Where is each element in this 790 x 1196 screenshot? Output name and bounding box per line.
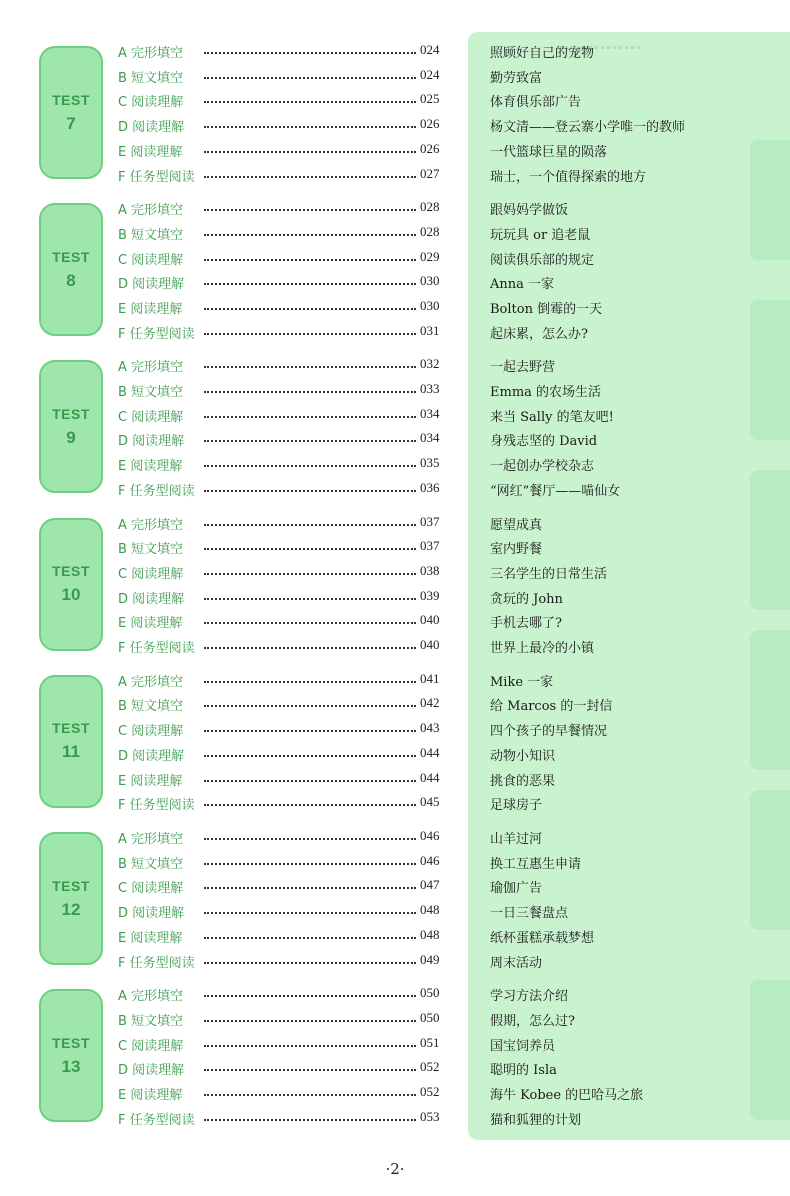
toc-row[interactable] (0, 792, 790, 816)
page-ref: 036 (420, 479, 440, 495)
test-badge-label: TEST (52, 248, 90, 265)
exercise-type: F 任务型阅读 (118, 641, 195, 657)
passage-title: 跟妈妈学做饭 (490, 203, 569, 219)
dot-leader (204, 730, 416, 732)
toc-row[interactable] (0, 65, 790, 89)
passage-title: 阅读俱乐部的规定 (490, 252, 595, 268)
page-ref: 040 (420, 637, 440, 653)
dot-leader (204, 755, 416, 757)
passage-title: 给 Marcos 的一封信 (490, 699, 613, 715)
passage-title: 假期，怎么过? (490, 1013, 575, 1029)
exercise-type: B 短文填空 (118, 699, 184, 715)
dot-leader (204, 804, 416, 806)
passage-title: 海牛 Kobee 的巴哈马之旅 (490, 1087, 644, 1103)
toc-row[interactable] (0, 271, 790, 295)
exercise-type: D 阅读理解 (118, 277, 185, 293)
dot-leader (204, 151, 416, 153)
exercise-type: D 阅读理解 (118, 120, 185, 136)
toc-row[interactable] (0, 669, 790, 693)
toc-row[interactable] (0, 1008, 790, 1032)
page-ref: 053 (420, 1108, 440, 1124)
exercise-type: E 阅读理解 (118, 1087, 183, 1103)
passage-title: “网红”餐厅——喵仙女 (490, 483, 621, 499)
exercise-type: F 任务型阅读 (118, 483, 195, 499)
exercise-type: F 任务型阅读 (118, 169, 195, 185)
exercise-type: B 短文填空 (118, 856, 184, 872)
toc-row[interactable] (0, 826, 790, 850)
dot-leader (204, 283, 416, 285)
toc-row[interactable] (0, 197, 790, 221)
toc-row[interactable] (0, 1033, 790, 1057)
dot-leader (204, 209, 416, 211)
exercise-type: D 阅读理解 (118, 591, 185, 607)
page-ref: 028 (420, 223, 440, 239)
toc-row[interactable] (0, 536, 790, 560)
page-number: ·2· (385, 1160, 405, 1178)
dot-leader (204, 705, 416, 707)
exercise-type: A 完形填空 (118, 46, 184, 61)
passage-title: 来当 Sally 的笔友吧! (490, 409, 614, 425)
passage-title: 三名学生的日常生活 (490, 566, 608, 582)
exercise-type: E 阅读理解 (118, 773, 183, 789)
page-ref: 027 (420, 165, 440, 181)
dot-leader (204, 548, 416, 550)
page-ref: 038 (420, 562, 440, 578)
toc-row[interactable] (0, 512, 790, 536)
toc-row[interactable] (0, 247, 790, 271)
toc-row[interactable] (0, 379, 790, 403)
toc-row[interactable] (0, 164, 790, 188)
toc-row[interactable] (0, 900, 790, 924)
exercise-type: E 阅读理解 (118, 301, 183, 317)
toc-row[interactable] (0, 1057, 790, 1081)
dot-leader (204, 77, 416, 79)
page-ref: 033 (420, 381, 440, 397)
passage-title: 手机去哪了? (490, 616, 562, 632)
passage-title: 勤劳致富 (490, 70, 543, 86)
toc-row[interactable] (0, 875, 790, 899)
dot-leader (204, 366, 416, 368)
exercise-type: D 阅读理解 (118, 906, 185, 922)
toc-row[interactable] (0, 114, 790, 138)
exercise-type: E 阅读理解 (118, 616, 183, 632)
page-ref: 039 (420, 587, 440, 603)
passage-title: 瑞士，一个值得探索的地方 (490, 169, 647, 185)
passage-title: 足球房子 (490, 798, 543, 814)
toc-row[interactable] (0, 222, 790, 246)
passage-title: 室内野餐 (490, 542, 543, 558)
exercise-type: C 阅读理解 (118, 566, 184, 582)
page-ref: 030 (420, 273, 440, 289)
page-ref: 034 (420, 430, 440, 446)
exercise-type: F 任务型阅读 (118, 326, 195, 342)
passage-title: 世界上最冷的小镇 (490, 641, 595, 657)
exercise-type: B 短文填空 (118, 227, 184, 243)
toc-row[interactable] (0, 139, 790, 163)
page-ref: 045 (420, 794, 440, 810)
passage-title: 体育俱乐部广告 (490, 95, 582, 111)
passage-title: 国宝饲养员 (490, 1038, 556, 1054)
passage-title: 玩玩具 or 追老鼠 (490, 227, 591, 243)
page-ref: 043 (420, 720, 440, 736)
toc-row[interactable] (0, 404, 790, 428)
passage-title: 一起创办学校杂志 (490, 459, 595, 475)
passage-title: 纸杯蛋糕承载梦想 (490, 930, 595, 946)
toc-row[interactable] (0, 354, 790, 378)
passage-title: 换工互惠生申请 (490, 856, 582, 872)
passage-title: 杨文清——登云寨小学唯一的教师 (490, 120, 686, 136)
test-section-11 (0, 669, 790, 817)
passage-title: 动物小知识 (490, 748, 556, 764)
dot-leader (204, 780, 416, 782)
toc-row[interactable] (0, 89, 790, 113)
exercise-type: A 完形填空 (118, 674, 184, 690)
exercise-type: A 完形填空 (118, 832, 184, 847)
exercise-type: D 阅读理解 (118, 748, 185, 764)
page-ref: 037 (420, 538, 440, 554)
dot-leader (204, 416, 416, 418)
page-ref: 051 (420, 1034, 440, 1050)
toc-row[interactable] (0, 1107, 790, 1131)
passage-title: 瑜伽广告 (490, 881, 543, 897)
toc-row[interactable] (0, 428, 790, 452)
page-ref: 049 (420, 951, 440, 967)
page-ref: 041 (420, 670, 440, 686)
page-ref: 048 (420, 926, 440, 942)
toc-row[interactable] (0, 561, 790, 585)
page-ref: 024 (420, 66, 440, 82)
exercise-type: C 阅读理解 (118, 252, 184, 268)
exercise-type: D 阅读理解 (118, 1063, 185, 1079)
dot-leader (204, 234, 416, 236)
dot-leader (204, 126, 416, 128)
toc-row[interactable] (0, 718, 790, 742)
page-ref: 044 (420, 769, 440, 785)
dot-leader (204, 101, 416, 103)
test-section-13 (0, 983, 790, 1131)
test-badge-label: TEST (52, 91, 90, 108)
test-section-10 (0, 512, 790, 660)
dot-leader (204, 1045, 416, 1047)
passage-title: 起床累，怎么办? (490, 326, 588, 342)
page-ref: 030 (420, 297, 440, 313)
page-ref: 029 (420, 248, 440, 264)
dot-leader (204, 838, 416, 840)
dot-leader (204, 1119, 416, 1121)
test-badge-number: 9 (66, 427, 76, 447)
page-ref: 028 (420, 199, 440, 215)
dot-leader (204, 1069, 416, 1071)
toc-row[interactable] (0, 478, 790, 502)
passage-title: Anna 一家 (490, 277, 555, 293)
dot-leader (204, 465, 416, 467)
page-ref: 031 (420, 322, 440, 338)
exercise-type: D 阅读理解 (118, 434, 185, 450)
exercise-type: F 任务型阅读 (118, 1112, 195, 1128)
dot-leader (204, 937, 416, 939)
passage-title: Emma 的农场生活 (490, 385, 602, 401)
dot-leader (204, 681, 416, 683)
dot-leader (204, 52, 416, 54)
page-ref: 048 (420, 902, 440, 918)
exercise-type: C 阅读理解 (118, 881, 184, 897)
dot-leader (204, 995, 416, 997)
exercise-type: B 短文填空 (118, 385, 184, 401)
passage-title: Bolton 倒霉的一天 (490, 301, 603, 317)
toc-row[interactable] (0, 851, 790, 875)
exercise-type: C 阅读理解 (118, 409, 184, 425)
passage-title: 照顾好自己的宠物 (490, 46, 595, 61)
page-ref: 050 (420, 1009, 440, 1025)
dot-leader (204, 524, 416, 526)
toc-row[interactable] (0, 1082, 790, 1106)
page-ref: 034 (420, 405, 440, 421)
dot-leader (204, 647, 416, 649)
dot-leader (204, 440, 416, 442)
toc-row[interactable] (0, 453, 790, 477)
page-ref: 040 (420, 612, 440, 628)
passage-title: 挑食的恶果 (490, 773, 556, 789)
dot-leader (204, 962, 416, 964)
exercise-type: F 任务型阅读 (118, 798, 195, 814)
dot-leader (204, 1020, 416, 1022)
test-badge-label: TEST (52, 877, 90, 894)
passage-title: 一起去野营 (490, 360, 556, 376)
toc-row[interactable] (0, 743, 790, 767)
exercise-type: E 阅读理解 (118, 459, 183, 475)
test-badge-label: TEST (52, 1034, 90, 1051)
exercise-type: A 完形填空 (118, 203, 184, 219)
exercise-type: C 阅读理解 (118, 1038, 184, 1054)
exercise-type: E 阅读理解 (118, 930, 183, 946)
page-ref: 024 (420, 42, 440, 57)
exercise-type: B 短文填空 (118, 1013, 184, 1029)
page-ref: 037 (420, 513, 440, 529)
toc-row[interactable] (0, 296, 790, 320)
toc-row[interactable] (0, 768, 790, 792)
toc-row[interactable] (0, 693, 790, 717)
passage-title: Mike 一家 (490, 674, 554, 690)
page-ref: 047 (420, 877, 440, 893)
passage-title: 一日三餐盘点 (490, 906, 569, 922)
test-badge-label: TEST (52, 563, 90, 580)
test-badge-label: TEST (52, 405, 90, 422)
test-badge-number: 11 (62, 742, 80, 762)
toc-row[interactable] (0, 950, 790, 974)
toc-row[interactable] (0, 40, 790, 64)
dot-leader (204, 912, 416, 914)
test-badge-number: 13 (61, 1056, 81, 1076)
dot-leader (204, 863, 416, 865)
dot-leader (204, 573, 416, 575)
page-ref: 035 (420, 455, 440, 471)
test-badge-label: TEST (52, 720, 90, 737)
toc-row[interactable] (0, 321, 790, 345)
page-ref: 026 (420, 116, 440, 132)
passage-title: 学习方法介绍 (490, 989, 569, 1005)
exercise-type: C 阅读理解 (118, 724, 184, 740)
exercise-type: B 短文填空 (118, 70, 184, 86)
dot-leader (204, 176, 416, 178)
dot-leader (204, 622, 416, 624)
page-ref: 046 (420, 828, 440, 843)
dot-leader (204, 598, 416, 600)
test-badge-number: 8 (66, 270, 76, 290)
exercise-type: A 完形填空 (118, 517, 184, 533)
dot-leader (204, 308, 416, 310)
page-ref: 026 (420, 140, 440, 156)
dot-leader (204, 391, 416, 393)
dot-leader (204, 259, 416, 261)
passage-title: 周末活动 (490, 955, 543, 971)
toc-row[interactable] (0, 586, 790, 610)
passage-title: 一代篮球巨星的陨落 (490, 144, 608, 160)
toc-row[interactable] (0, 610, 790, 634)
dot-leader (204, 887, 416, 889)
passage-title: 山羊过河 (490, 832, 543, 847)
page-ref: 050 (420, 985, 440, 1001)
page-ref: 046 (420, 852, 440, 868)
passage-title: 四个孩子的早餐情况 (490, 724, 608, 740)
passage-title: 聪明的 Isla (490, 1063, 557, 1079)
passage-title: 身残志坚的 David (490, 434, 598, 450)
test-badge-number: 7 (66, 113, 76, 133)
test-badge-number: 12 (61, 899, 81, 919)
test-section-9 (0, 354, 790, 502)
passage-title: 贪玩的 John (490, 591, 563, 607)
toc-row[interactable] (0, 925, 790, 949)
page-ref: 032 (420, 356, 440, 372)
dot-leader (204, 333, 416, 335)
dot-leader (204, 1094, 416, 1096)
test-section-12 (0, 826, 790, 974)
page-ref: 052 (420, 1059, 440, 1075)
test-badge-number: 10 (61, 585, 81, 605)
exercise-type: F 任务型阅读 (118, 955, 195, 971)
test-section-7 (0, 40, 790, 188)
page-ref: 052 (420, 1083, 440, 1099)
passage-title: 猫和狐狸的计划 (490, 1112, 582, 1128)
passage-title: 愿望成真 (490, 517, 543, 533)
page-ref: 042 (420, 695, 440, 711)
exercise-type: A 完形填空 (118, 989, 184, 1005)
exercise-type: B 短文填空 (118, 542, 184, 558)
toc-row[interactable] (0, 635, 790, 659)
exercise-type: E 阅读理解 (118, 144, 183, 160)
toc-row[interactable] (0, 983, 790, 1007)
exercise-type: A 完形填空 (118, 360, 184, 376)
page-ref: 025 (420, 91, 440, 107)
test-section-8 (0, 197, 790, 345)
exercise-type: C 阅读理解 (118, 95, 184, 111)
dot-leader (204, 490, 416, 492)
page-ref: 044 (420, 744, 440, 760)
